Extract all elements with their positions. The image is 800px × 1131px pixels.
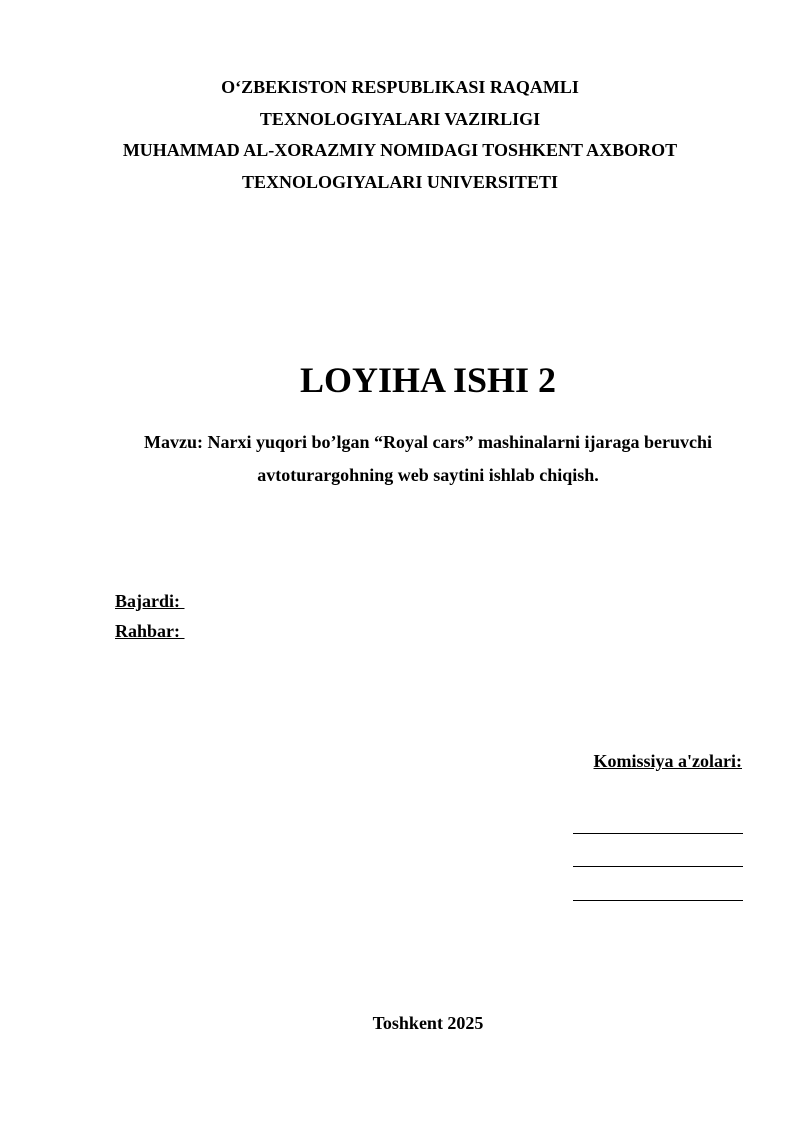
document-title: LOYIHA ISHI 2 [299, 360, 557, 400]
commission-label: Komissiya a'zolari: [593, 751, 742, 771]
city-year: Toshkent 2025 [372, 1013, 484, 1033]
header-line-2: TEXNOLOGIYALARI VAZIRLIGI [259, 108, 541, 129]
header-line-4: TEXNOLOGIYALARI UNIVERSITETI [242, 171, 558, 192]
header-line-1: O‘ZBEKISTON RESPUBLIKASI RAQAMLI [221, 77, 579, 97]
topic-line-2: avtoturargohning web saytini ishlab chiqish. [257, 465, 599, 485]
author-fields [115, 586, 185, 646]
header-line-3: MUHAMMAD AL-XORAZMIY NOMIDAGI TOSHKENT AXBOROT [122, 140, 678, 160]
supervisor-label: Rahbar: [115, 621, 185, 641]
performer-label: Bajardi: [115, 591, 185, 611]
project-topic [0, 426, 800, 492]
signature-line-2 [573, 866, 743, 867]
signature-line-1 [573, 833, 743, 834]
ministry-header [0, 72, 800, 198]
topic-line-1: Mavzu: Narxi yuqori bo’lgan “Royal cars” mashinalarni ijaraga beruvchi [144, 432, 712, 452]
signature-line-3 [573, 900, 743, 901]
